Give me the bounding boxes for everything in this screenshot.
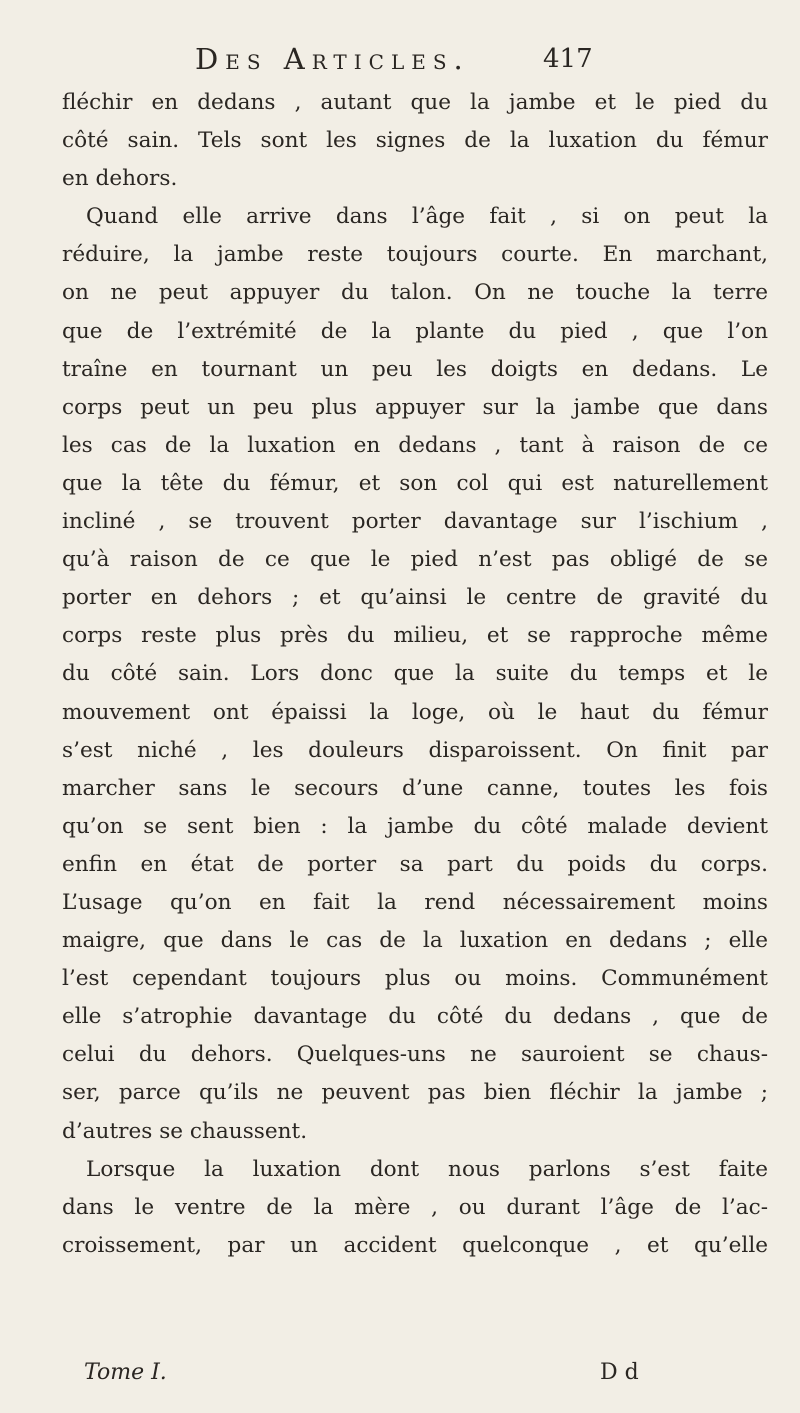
text-line: l’est cependant toujours plus ou moins. Communément	[62, 966, 768, 992]
text-line: corps reste plus près du milieu, et se rapproche même	[62, 623, 768, 649]
page-footer	[84, 1360, 644, 1396]
text-line: Quand elle arrive dans l’âge fait , si on peut la	[86, 204, 768, 230]
text-line: mouvement ont épaissi la loge, où le haut du fémur	[62, 699, 768, 725]
text-line: dans le ventre de la mère , ou durant l’âge de l’ac-	[62, 1194, 768, 1220]
text-line: d’autres se chaussent.	[62, 1118, 308, 1144]
text-line: L’usage qu’on en fait la rend nécessairement moins	[62, 889, 768, 915]
text-line: s’est niché , les douleurs disparoissent. On finit par	[62, 737, 768, 763]
text-line: ser, parce qu’ils ne peuvent pas bien fléchir la jambe ;	[62, 1080, 768, 1106]
text-line: on ne peut appuyer du talon. On ne touche la terre	[62, 280, 768, 306]
text-line: enfin en état de porter sa part du poids du corps.	[62, 851, 768, 877]
text-line: réduire, la jambe reste toujours courte. En marchant,	[62, 242, 768, 268]
text-line: qu’on se sent bien : la jambe du côté malade devient	[62, 813, 768, 839]
text-line: du côté sain. Lors donc que la suite du temps et le	[62, 661, 768, 687]
text-line: que la tête du fémur, et son col qui est naturellement	[62, 470, 768, 496]
text-line: corps peut un peu plus appuyer sur la jambe que dans	[62, 394, 768, 420]
text-line: Lorsque la luxation dont nous parlons s’est faite	[86, 1156, 768, 1182]
text-line: incliné , se trouvent porter davantage sur l’ischium ,	[62, 509, 768, 535]
text-line: les cas de la luxation en dedans , tant à raison de ce	[62, 432, 768, 458]
text-line: porter en dehors ; et qu’ainsi le centre de gravité du	[62, 585, 768, 611]
text-line: en dehors.	[62, 166, 178, 192]
text-line: marcher sans le secours d’une canne, toutes les fois	[62, 775, 768, 801]
text-line: que de l’extrémité de la plante du pied , que l’on	[62, 318, 768, 344]
page-number: 417	[543, 44, 593, 74]
text-line: côté sain. Tels sont les signes de la luxation du fémur	[62, 128, 768, 154]
text-line: elle s’atrophie davantage du côté du dedans , que de	[62, 1004, 768, 1030]
text-line: fléchir en dedans , autant que la jambe et le pied du	[62, 90, 768, 115]
page-header	[195, 42, 755, 82]
text-line: croissement, par un accident quelconque , et qu’elle	[62, 1232, 768, 1258]
text-line: celui du dehors. Quelques-uns ne sauroient se chaus-	[62, 1042, 768, 1068]
running-title: Des Articles.	[195, 42, 470, 76]
text-line: maigre, que dans le cas de la luxation en dedans ; elle	[62, 928, 768, 954]
text-line: traîne en tournant un peu les doigts en dedans. Le	[62, 356, 768, 382]
body-text	[62, 84, 768, 1265]
text-line: qu’à raison de ce que le pied n’est pas obligé de se	[62, 547, 768, 573]
volume-label: Tome I.	[84, 1360, 167, 1385]
signature-mark: D d	[600, 1360, 639, 1385]
